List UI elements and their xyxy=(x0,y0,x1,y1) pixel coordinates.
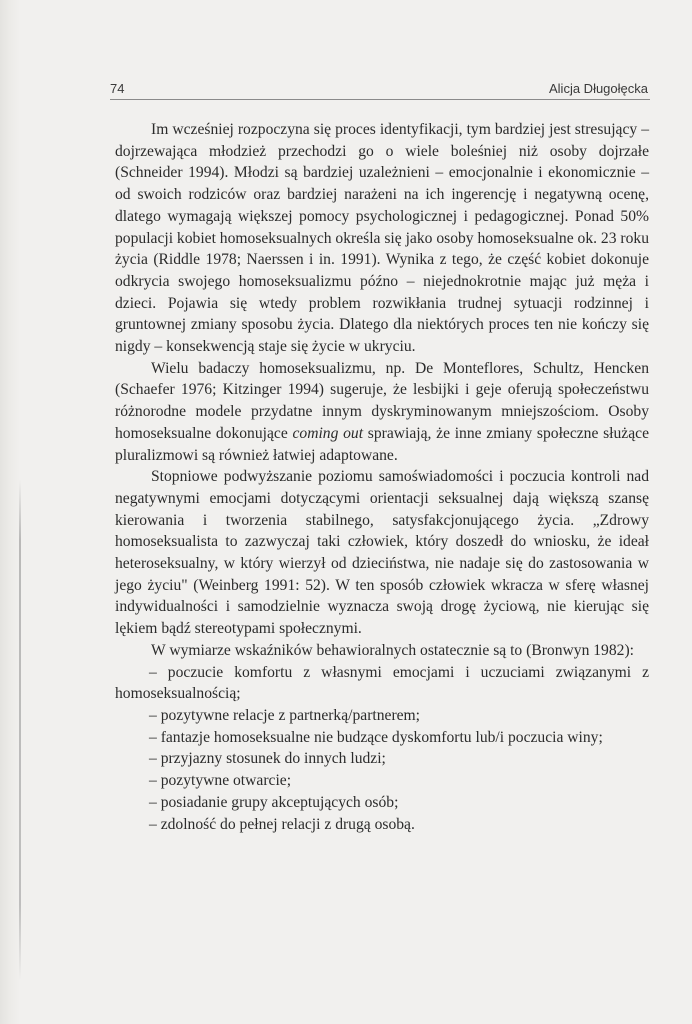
paragraph-3: Stopniowe podwyższanie poziomu samoświadomości i poczucia kontroli nad negatywnymi emocjami dotyczącymi orientacji seksualnej dają większą szansę kierowania i tworzenia stabilnego, satysfakcjonującego życia. „Zdrowy homoseksualista to zazwyczaj taki człowiek, który doszedł do wniosku, że ideał heteroseksualny, w który wierzył od dzieciństwa, nie nadaje się do zastosowania w jego życiu" (Weinberg 1991: 52). W ten sposób człowiek wkracza w sferę własnej indywidualności i samodzielnie wyznacza swoją drogę życiową, nie kierując się lękiem bądź stereotypami społecznymi. xyxy=(115,468,649,638)
page-number: 74 xyxy=(110,81,125,96)
list-item xyxy=(115,662,649,705)
list-item xyxy=(115,814,649,836)
coming-out-italic: coming out xyxy=(292,424,364,442)
list-item-text: – zdolność do pełnej relacji z drugą osobą. xyxy=(149,815,415,833)
list-item-text: – posiadanie grupy akceptujących osób; xyxy=(149,793,399,811)
body-text xyxy=(115,119,649,835)
list-item xyxy=(115,705,649,727)
paragraph-2-text-a: Wielu badaczy homoseksualizmu, np. De Monteflores, Schultz, Hencken (Schaefer 1976; Kitzinger 1994) sugeruje, że lesbijki i geje oferują społeczeństwu różnorodne modele przydatne innym dyskryminowanym mniejszościom. Osoby homoseksualne dokonujące xyxy=(115,359,649,442)
list-item xyxy=(115,792,649,814)
list-item xyxy=(115,748,649,770)
page-edge-shadow xyxy=(0,0,20,1024)
list-item-text: – pozytywne otwarcie; xyxy=(149,772,292,790)
paragraph-4: W wymiarze wskaźników behawioralnych ostatecznie są to (Bronwyn 1982): xyxy=(151,641,634,659)
list-item-text: – przyjazny stosunek do innych ludzi; xyxy=(149,750,386,768)
list-item-text: – poczucie komfortu z własnymi emocjami i uczuciami związanymi z homoseksualnością; xyxy=(115,663,649,703)
running-head-author: Alicja Długołęcka xyxy=(549,81,648,96)
paragraph-1: Im wcześniej rozpoczyna się proces identyfikacji, tym bardziej jest stresujący – dojrzewająca młodzież przechodzi go o wiele boleśniej niż osoby dojrzałe (Schneider 1994). Młodzi są bardziej uzależnieni – emocjonalnie i ekonomicznie – od swoich rodziców oraz bardziej narażeni na ich ingerencję i negatywną ocenę, dlatego wymagają większej pomocy psychologicznej i pedagogicznej. Ponad 50% populacji kobiet homoseksualnych określa się jako osoby homoseksualne ok. 23 roku życia (Riddle 1978; Naerssen i in. 1991). Wynika z tego, że część kobiet dokonuje odkrycia swojego homoseksualizmu późno – niejednokrotnie mając już męża i dzieci. Pojawia się wtedy problem rozwikłania trudnej sytuacji rodzinnej i gruntownej zmiany sposobu życia. Dlatego dla niektórych proces ten nie kończy się nigdy – konsekwencją staje się życie w ukryciu. xyxy=(115,121,649,356)
paragraph-2 xyxy=(115,358,649,467)
list-item-text: – pozytywne relacje z partnerką/partnerem; xyxy=(149,706,421,724)
binding-line xyxy=(19,480,21,980)
running-head xyxy=(110,78,650,98)
list-item xyxy=(115,727,649,749)
paragraph-2-text-b: sprawiają, że inne zmiany społeczne służące pluralizmowi są również łatwiej adaptowane. xyxy=(115,424,649,464)
list-item-text: – fantazje homoseksualne nie budzące dyskomfortu lub/i poczucia winy; xyxy=(149,728,603,746)
list-item xyxy=(115,770,649,792)
indicator-list xyxy=(115,662,649,836)
header-rule xyxy=(110,99,650,100)
